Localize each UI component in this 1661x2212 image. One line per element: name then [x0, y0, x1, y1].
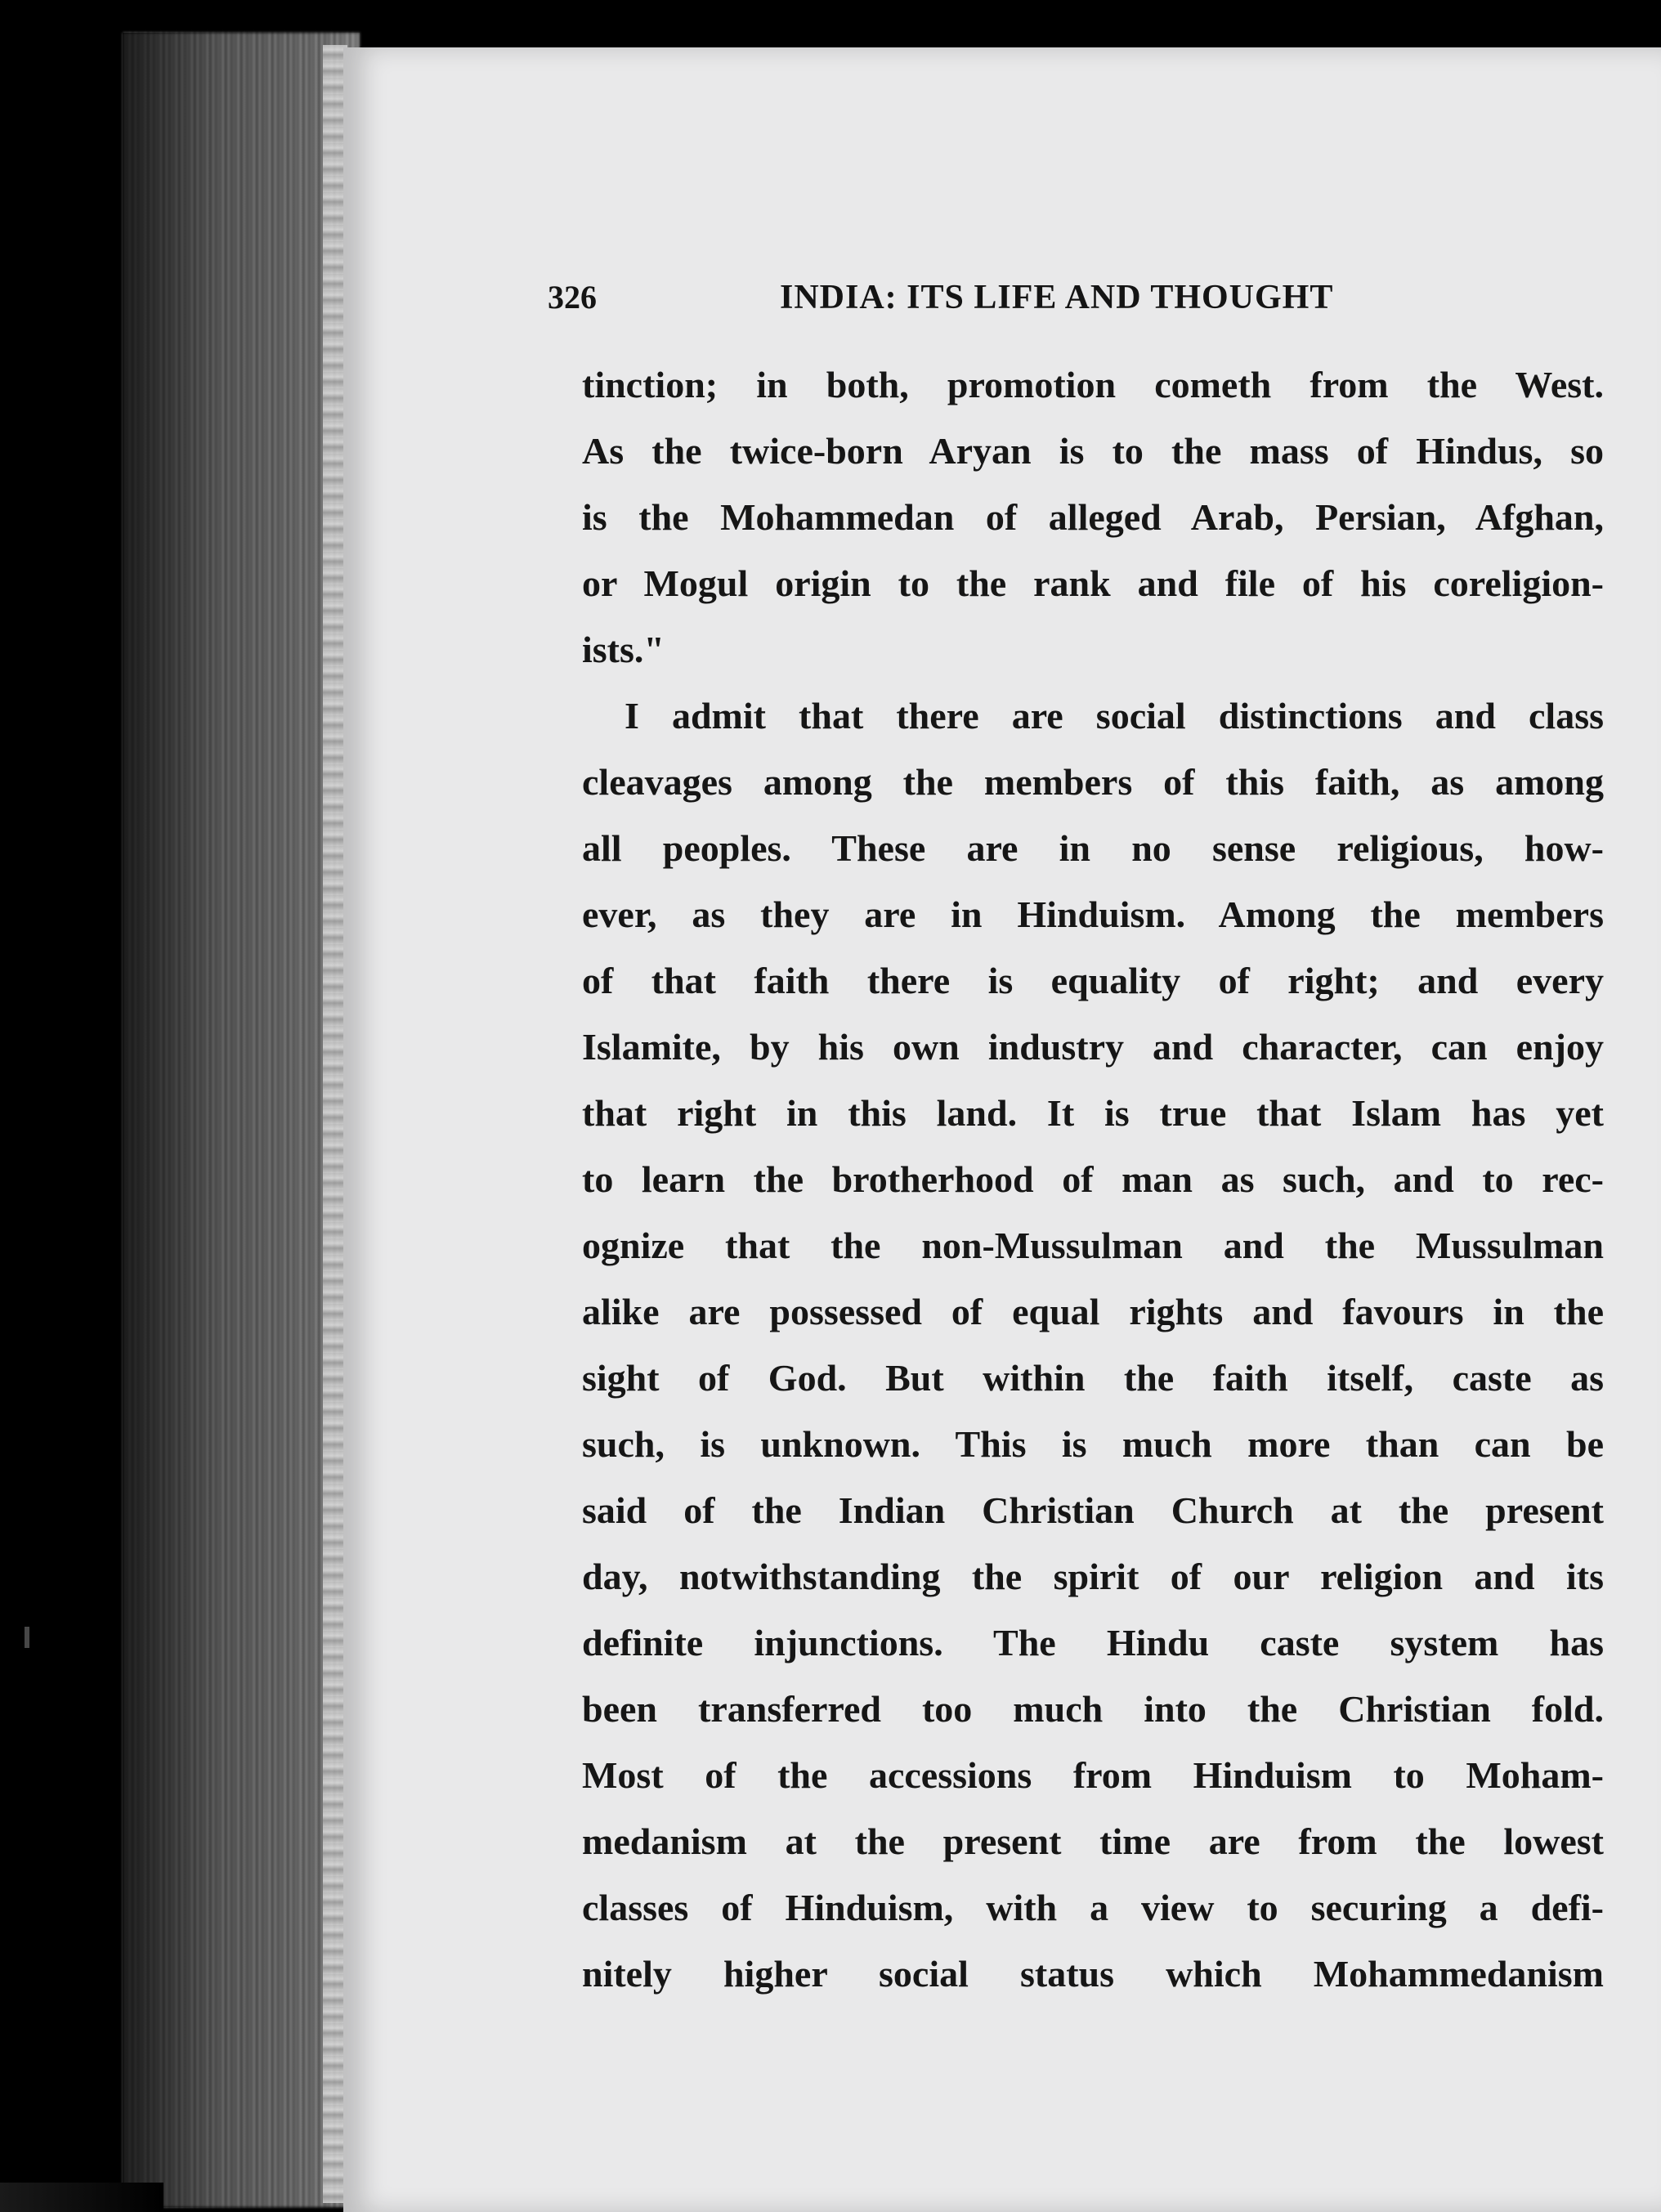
paragraph-first-line: I admit that there are social distinctions and class [625, 695, 1604, 737]
text-line: ists." [582, 629, 665, 670]
running-head-title: INDIA: ITS LIFE AND THOUGHT [780, 279, 1334, 316]
text-line: Islamite, by his own industry and character, can enjoy [582, 1026, 1604, 1068]
text-line: definite injunctions. The Hindu caste system has [582, 1622, 1604, 1663]
text-line: ever, as they are in Hinduism. Among the members [582, 893, 1604, 935]
text-line: tinction; in both, promotion cometh from the West. [582, 364, 1604, 405]
text-line: Most of the accessions from Hinduism to Moham- [582, 1754, 1604, 1796]
text-line: alike are possessed of equal rights and favours in the [582, 1291, 1604, 1332]
text-line: As the twice-born Aryan is to the mass of Hindus, so [582, 430, 1604, 472]
text-line: classes of Hinduism, with a view to securing a defi- [582, 1887, 1604, 1928]
page-number: 326 [548, 279, 597, 316]
text-line: ognize that the non-Mussulman and the Mussulman [582, 1225, 1604, 1266]
text-line: to learn the brotherhood of man as such, and to rec- [582, 1158, 1604, 1200]
scan-artifact-mark [25, 1627, 29, 1648]
body-text [582, 352, 1604, 2007]
text-line: nitely higher social status which Mohammedanism [582, 1953, 1604, 1995]
text-line: sight of God. But within the faith itself, caste as [582, 1357, 1604, 1399]
text-line: cleavages among the members of this faith, as among [582, 761, 1604, 803]
text-line: said of the Indian Christian Church at the present [582, 1489, 1604, 1531]
text-line: such, is unknown. This is much more than can be [582, 1423, 1604, 1465]
text-line: of that faith there is equality of right; and every [582, 960, 1604, 1001]
book-page [343, 47, 1661, 2212]
text-line: day, notwithstanding the spirit of our religion and its [582, 1556, 1604, 1597]
text-line: that right in this land. It is true that Islam has yet [582, 1092, 1604, 1134]
text-line: is the Mohammedan of alleged Arab, Persian, Afghan, [582, 496, 1604, 538]
text-line: been transferred too much into the Christian fold. [582, 1688, 1604, 1730]
text-line: all peoples. These are in no sense religious, how- [582, 827, 1604, 869]
text-line: medanism at the present time are from the lowest [582, 1820, 1604, 1862]
scan-bottom-corner [0, 2183, 163, 2212]
running-head [343, 278, 1661, 327]
text-line: or Mogul origin to the rank and file of his coreligion- [582, 562, 1604, 604]
